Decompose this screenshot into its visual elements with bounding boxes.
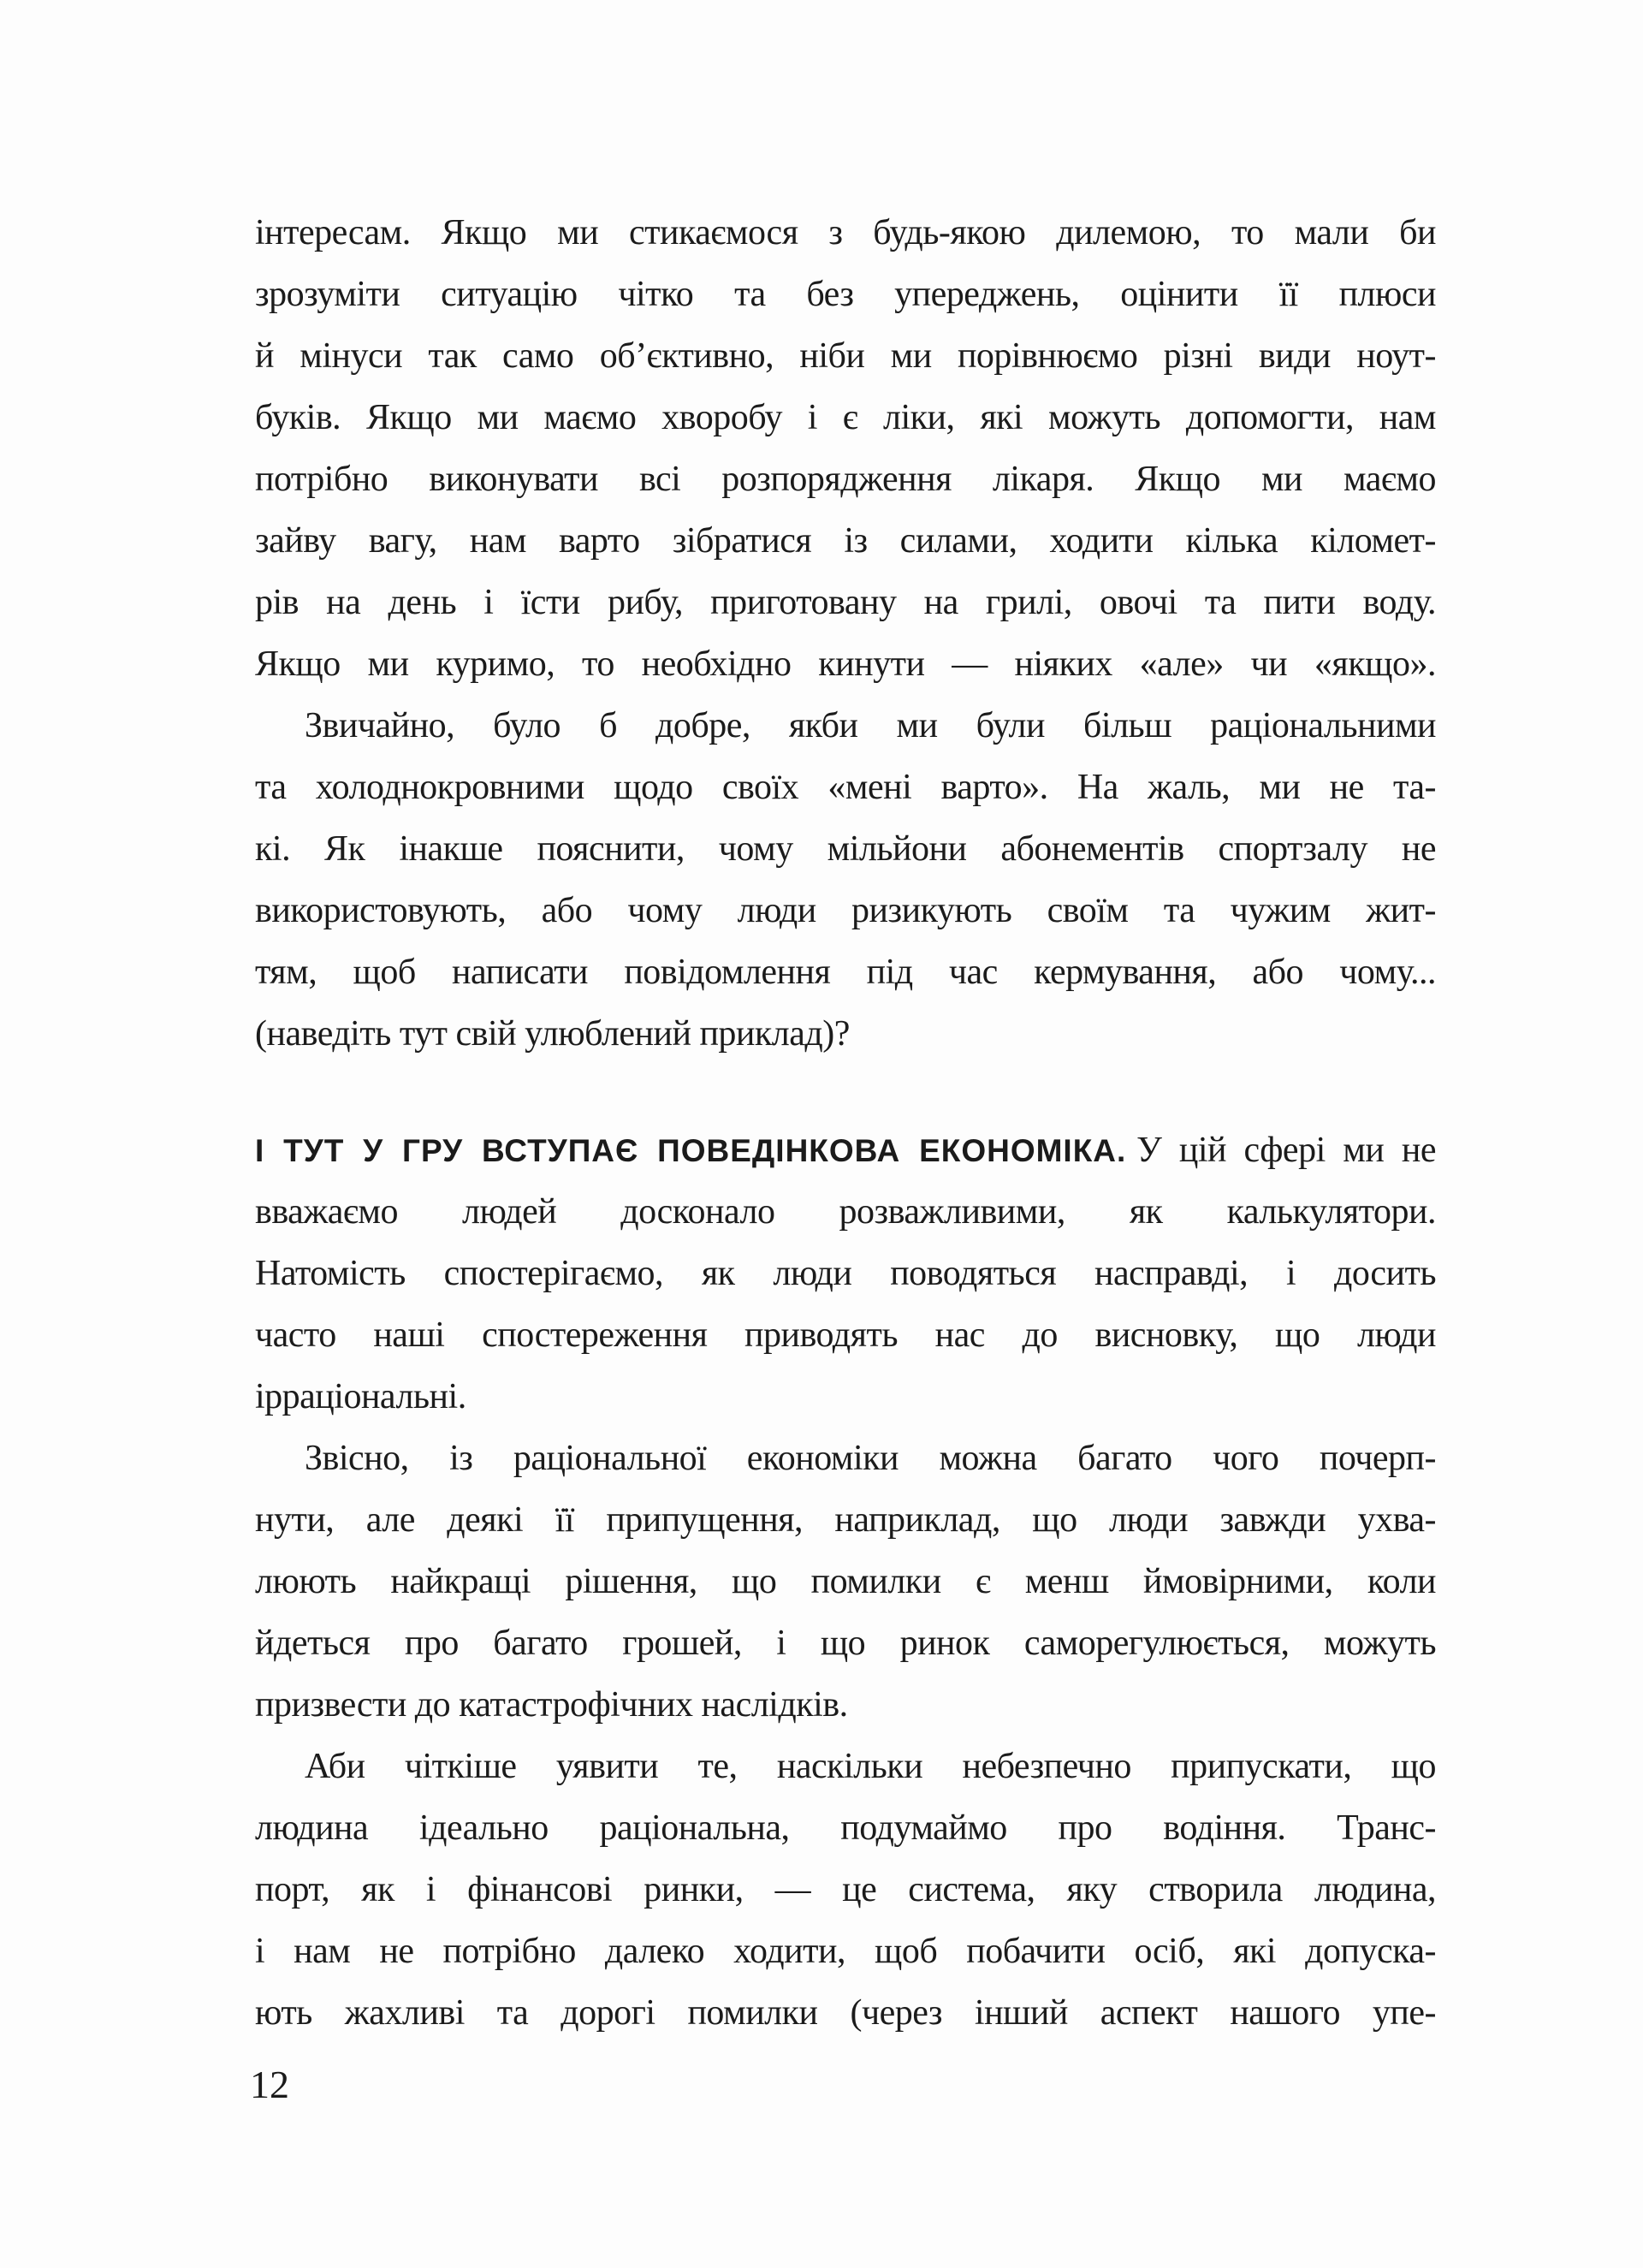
text-line: потрібно виконувати всі розпорядження лікаря. Якщо ми маємо xyxy=(255,460,1436,499)
text-line: людина ідеально раціональна, подумаймо про водіння. Транс- xyxy=(255,1808,1436,1848)
text-line: (наведіть тут свій улюблений приклад)? xyxy=(255,1014,850,1054)
text-line: буків. Якщо ми маємо хворобу і є ліки, які можуть допомогти, нам xyxy=(255,398,1436,437)
text-line: нути, але деякі її припущення, наприклад, що люди завжди ухва- xyxy=(255,1500,1436,1540)
text-run: У цій сфері ми не xyxy=(1136,1131,1436,1170)
text-line: Якщо ми куримо, то необхідно кинути — ніяких «але» чи «якщо». xyxy=(255,644,1436,684)
paragraph-2 xyxy=(255,695,1436,1065)
text-line: Звичайно, було б добре, якби ми були більш раціональними xyxy=(305,706,1436,745)
text-line: часто наші спостереження приводять нас до висновку, що люди xyxy=(255,1315,1436,1355)
text-line: кі. Як інакше пояснити, чому мільйони абонементів спортзалу не xyxy=(255,829,1436,869)
text-line: люють найкращі рішення, що помилки є менш ймовірними, коли xyxy=(255,1562,1436,1601)
paragraph-4 xyxy=(255,1428,1436,1736)
text-line: тям, щоб написати повідомлення під час кермування, або чому... xyxy=(255,953,1436,992)
page-number: 12 xyxy=(250,2063,289,2106)
text-line: ють жахливі та дорогі помилки (через інший аспект нашого упе- xyxy=(255,1993,1436,2033)
paragraph-1 xyxy=(255,202,1436,695)
text-line: порт, як і фінансові ринки, — це система, яку створила людина, xyxy=(255,1870,1436,1909)
paragraph-3-section-start xyxy=(255,1119,1436,1428)
text-line: інтересам. Якщо ми стикаємося з будь-якою дилемою, то мали би xyxy=(255,213,1436,252)
text-line: Звісно, із раціональної економіки можна багато чого почерп- xyxy=(305,1439,1436,1478)
text-line: використовують, або чому люди ризикують своїм та чужим жит- xyxy=(255,891,1436,930)
text-line: Натомість спостерігаємо, як люди поводяться насправді, і досить xyxy=(255,1254,1436,1293)
text-line: та холоднокровними щодо своїх «мені варто». На жаль, ми не та- xyxy=(255,768,1436,807)
text-line: рів на день і їсти рибу, приготовану на грилі, овочі та пити воду. xyxy=(255,583,1436,622)
text-line: і нам не потрібно далеко ходити, щоб побачити осіб, які допуска- xyxy=(255,1932,1436,1971)
text-block xyxy=(255,202,1436,2044)
text-line: ірраціональні. xyxy=(255,1377,466,1416)
text-line: Аби чіткіше уявити те, наскільки небезпечно припускати, що xyxy=(305,1747,1436,1786)
text-line: зрозуміти ситуацію чітко та без упереджень, оцінити її плюси xyxy=(255,275,1436,314)
text-line: йдеться про багато грошей, і що ринок саморегулюється, можуть xyxy=(255,1624,1436,1663)
text-line: й мінуси так само об’єктивно, ніби ми порівнюємо різні види ноут- xyxy=(255,336,1436,376)
paragraph-5 xyxy=(255,1736,1436,2044)
text-line: призвести до катастрофічних наслідків. xyxy=(255,1685,848,1725)
section-lead-text: І ТУТ У ГРУ ВСТУПАЄ ПОВЕДІНКОВА ЕКОНОМІКА. xyxy=(255,1133,1127,1168)
text-line: зайву вагу, нам варто зібратися із силами, ходити кілька кіломет- xyxy=(255,521,1436,561)
text-line-with-lead xyxy=(255,1119,1436,1181)
text-line: вважаємо людей досконало розважливими, як калькулятори. xyxy=(255,1192,1436,1232)
